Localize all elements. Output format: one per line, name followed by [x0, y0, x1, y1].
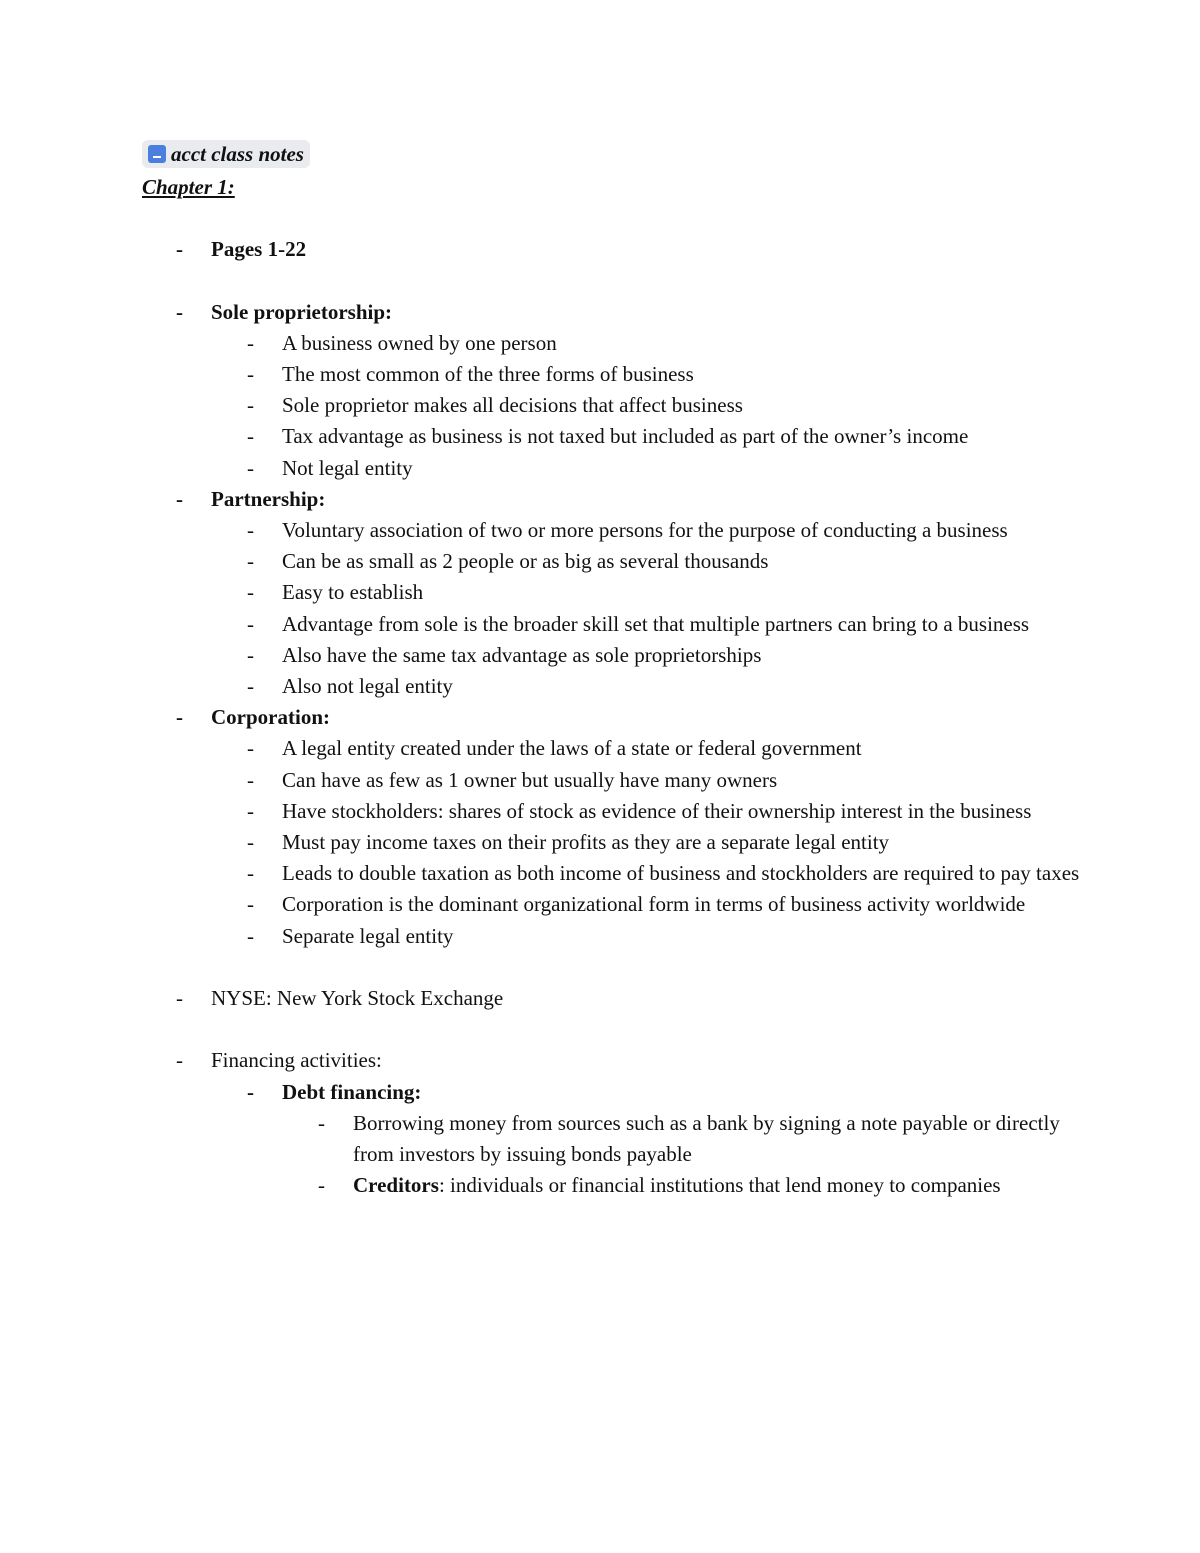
list-item: - Must pay income taxes on their profits as they are a separate legal entity	[142, 827, 1082, 858]
bullet-dash: -	[318, 1173, 325, 1198]
bullet-dash: -	[247, 611, 254, 636]
section-heading-partnership: - Partnership:	[142, 484, 1082, 515]
list-item: - Separate legal entity	[142, 921, 1082, 952]
bullet-dash: -	[247, 393, 254, 418]
bullet-dash: -	[176, 705, 183, 730]
list-item: - Sole proprietor makes all decisions that affect business	[142, 390, 1082, 421]
bullet-dash: -	[247, 892, 254, 917]
bullet-dash: -	[176, 237, 183, 262]
section-heading-sole: - Sole proprietorship:	[142, 297, 1082, 328]
document-icon	[148, 145, 166, 163]
creditors-term: Creditors	[353, 1173, 439, 1198]
bullet-dash: -	[247, 736, 254, 761]
bullet-dash: -	[247, 549, 254, 574]
list-item: - Leads to double taxation as both income of business and stockholders are required to pay taxes	[142, 858, 1082, 889]
list-item: - Can be as small as 2 people or as big as several thousands	[142, 546, 1082, 577]
bullet-dash: -	[247, 361, 254, 386]
document-page	[142, 140, 1082, 1201]
bullet-dash: -	[176, 486, 183, 511]
doc-title-label: acct class notes	[171, 142, 304, 166]
bullet-dash: -	[247, 424, 254, 449]
creditors-definition: : individuals or financial institutions that lend money to companies	[438, 1173, 1001, 1198]
section-heading-financing: - Financing activities:	[142, 1045, 1082, 1076]
list-item: - Voluntary association of two or more persons for the purpose of conducting a business	[142, 515, 1082, 546]
list-item: - The most common of the three forms of business	[142, 359, 1082, 390]
bullet-dash: -	[247, 798, 254, 823]
bullet-dash: -	[247, 455, 254, 480]
pages-range: Pages 1-22	[211, 237, 307, 262]
doc-title-chip[interactable]	[142, 140, 310, 168]
list-item-nyse: - NYSE: New York Stock Exchange	[142, 983, 1082, 1014]
bullet-dash: -	[247, 923, 254, 948]
bullet-dash: -	[247, 674, 254, 699]
list-item: - A business owned by one person	[142, 328, 1082, 359]
list-item-creditors	[142, 1170, 1082, 1201]
bullet-dash: -	[247, 330, 254, 355]
list-item: - Also not legal entity	[142, 671, 1082, 702]
bullet-dash: -	[247, 830, 254, 855]
list-item: - Easy to establish	[142, 577, 1082, 608]
list-item: - A legal entity created under the laws of a state or federal government	[142, 733, 1082, 764]
bullet-dash: -	[176, 986, 183, 1011]
bullet-dash: -	[318, 1110, 325, 1135]
bullet-dash: -	[247, 518, 254, 542]
list-item: - Tax advantage as business is not taxed but included as part of the owner’s income	[142, 421, 1082, 452]
bullet-dash: -	[247, 580, 254, 605]
list-item: - Not legal entity	[142, 453, 1082, 484]
list-item: - Advantage from sole is the broader skill set that multiple partners can bring to a business	[142, 609, 1082, 640]
bullet-dash: -	[247, 1079, 254, 1104]
list-item: - Also have the same tax advantage as sole proprietorships	[142, 640, 1082, 671]
bullet-dash: -	[247, 861, 254, 886]
bullet-dash: -	[247, 642, 254, 667]
bullet-dash: -	[176, 299, 183, 324]
chapter-heading: Chapter 1:	[142, 175, 235, 199]
list-item: - Have stockholders: shares of stock as evidence of their ownership interest in the business	[142, 796, 1082, 827]
list-item: - Corporation is the dominant organizational form in terms of business activity worldwide	[142, 889, 1082, 920]
list-item: - Can have as few as 1 owner but usually have many owners	[142, 765, 1082, 796]
bullet-dash: -	[176, 1048, 183, 1073]
subheading-debt-financing: - Debt financing:	[142, 1077, 1082, 1108]
bullet-dash: -	[247, 767, 254, 792]
list-item	[142, 234, 1082, 265]
section-heading-corporation: - Corporation:	[142, 702, 1082, 733]
list-item: - Borrowing money from sources such as a bank by signing a note payable or directly from investors by issuing bonds payable	[142, 1108, 1082, 1170]
